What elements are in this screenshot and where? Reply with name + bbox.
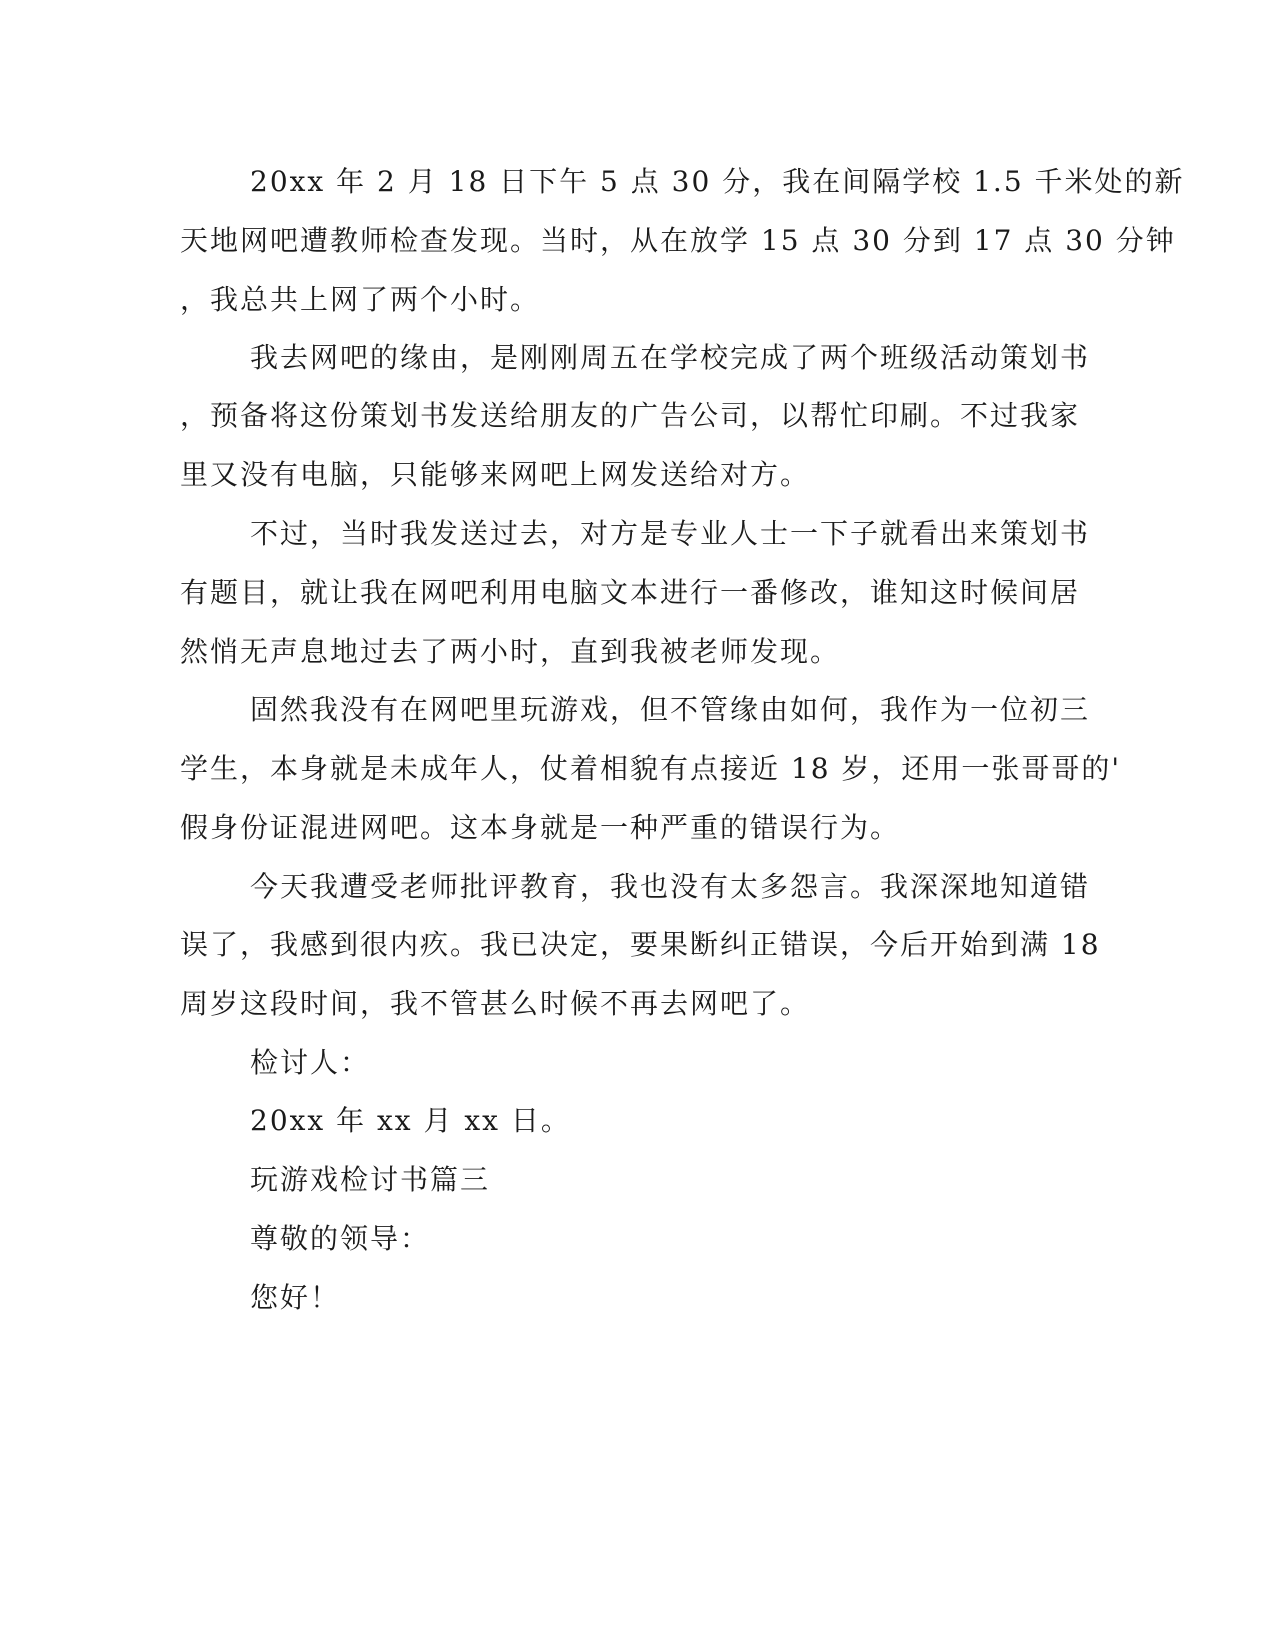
paragraph-1-line-1: 20xx 年 2 月 18 日下午 5 点 30 分，我在间隔学校 1.5 千米处的新	[250, 165, 1185, 198]
paragraph-5-line-3: 周岁这段时间，我不管甚么时候不再去网吧了。	[180, 987, 811, 1020]
paragraph-1-line-2: 天地网吧遭教师检查发现。当时，从在放学 15 点 30 分到 17 点 30 分钟	[180, 224, 1176, 257]
paragraph-3-line-2: 有题目，就让我在网吧利用电脑文本进行一番修改，谁知这时候间居	[180, 576, 1081, 609]
paragraph-2-line-2: ，预备将这份策划书发送给朋友的广告公司，以帮忙印刷。不过我家	[180, 399, 1081, 432]
paragraph-3-line-1: 不过，当时我发送过去，对方是专业人士一下子就看出来策划书	[250, 517, 1091, 550]
section-title: 玩游戏检讨书篇三	[250, 1163, 491, 1196]
greeting: 您好！	[250, 1281, 341, 1314]
date-line: 20xx 年 xx 月 xx 日。	[250, 1104, 571, 1137]
paragraph-4-line-3: 假身份证混进网吧。这本身就是一种严重的错误行为。	[180, 811, 901, 844]
paragraph-5-line-2: 误了，我感到很内疚。我已决定，要果断纠正错误，今后开始到满 18	[180, 928, 1101, 961]
paragraph-2-line-3: 里又没有电脑，只能够来网吧上网发送给对方。	[180, 458, 811, 491]
paragraph-2-line-1: 我去网吧的缘由，是刚刚周五在学校完成了两个班级活动策划书	[250, 341, 1091, 374]
paragraph-4-line-1: 固然我没有在网吧里玩游戏，但不管缘由如何，我作为一位初三	[250, 693, 1091, 726]
signer-label: 检讨人：	[250, 1046, 371, 1079]
salutation: 尊敬的领导：	[250, 1222, 431, 1255]
paragraph-5-line-1: 今天我遭受老师批评教育，我也没有太多怨言。我深深地知道错	[250, 870, 1091, 903]
paragraph-1-line-3: ，我总共上网了两个小时。	[180, 283, 541, 316]
paragraph-4-line-2: 学生，本身就是未成年人，仗着相貌有点接近 18 岁，还用一张哥哥的'	[180, 752, 1122, 785]
paragraph-3-line-3: 然悄无声息地过去了两小时，直到我被老师发现。	[180, 635, 841, 668]
